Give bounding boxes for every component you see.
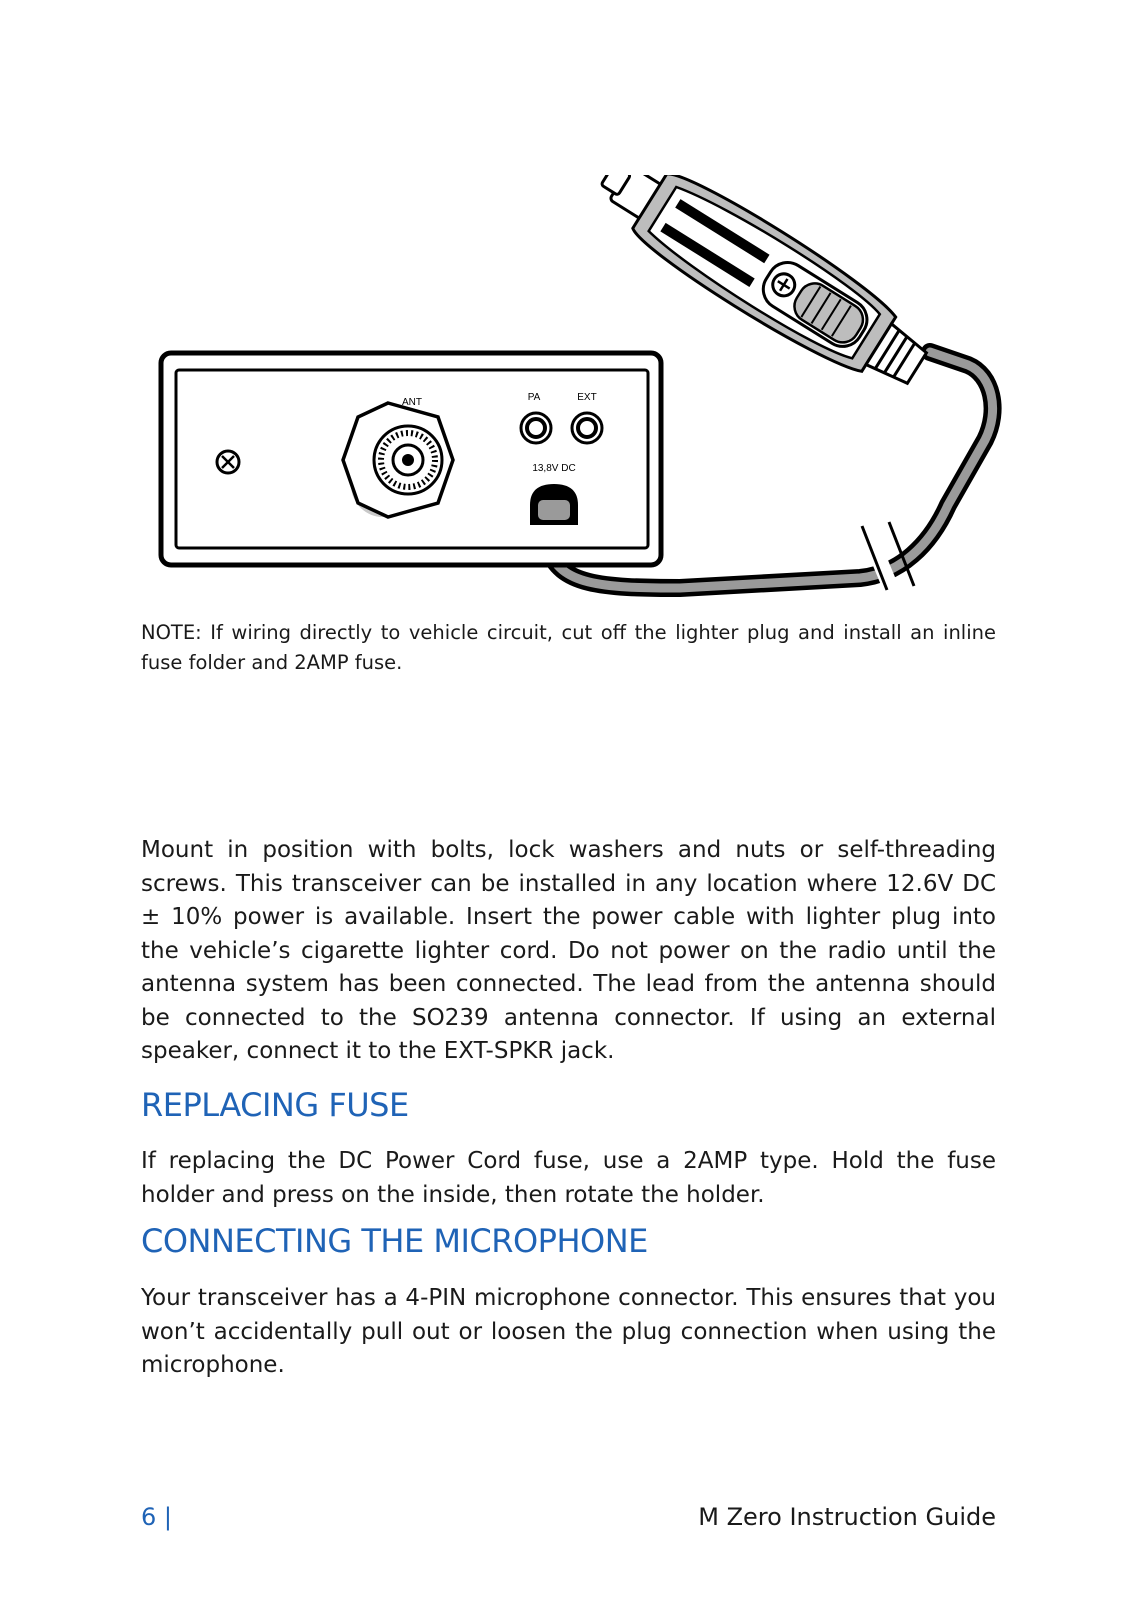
guide-title: M Zero Instruction Guide <box>698 1503 996 1531</box>
radio-rear-panel <box>161 353 661 565</box>
wiring-note: NOTE: If wiring directly to vehicle circuit, cut off the lighter plug and install an inline fuse folder and 2AMP fuse. <box>141 621 996 674</box>
pa-label: PA <box>527 392 541 403</box>
dc-label: 13,8V DC <box>532 463 576 474</box>
replacing-fuse-heading: REPLACING FUSE <box>141 1086 409 1124</box>
ext-label: EXT <box>577 392 597 403</box>
mounting-paragraph: Mount in position with bolts, lock washers and nuts or self-threading screws. This transceiver can be installed in any location where 12.6V DC ± 10% power is available. Insert the power cable with lighter plug into the vehicle’s cigarette lighter cord. Do not power on the radio until the antenna system has been connected. The lead from the antenna should be connected to the SO239 antenna connector. If using an external speaker, connect it to the EXT-SPKR jack. <box>141 837 996 1064</box>
microphone-paragraph: Your transceiver has a 4-PIN microphone connector. This ensures that you won’t accidentally pull out or loosen the plug connection when using the microphone. <box>141 1285 996 1378</box>
page-number: 6 | <box>141 1503 172 1531</box>
replacing-fuse-paragraph: If replacing the DC Power Cord fuse, use a 2AMP type. Hold the fuse holder and press on the inside, then rotate the holder. <box>141 1148 996 1208</box>
microphone-heading: CONNECTING THE MICROPHONE <box>141 1222 648 1260</box>
ant-label: ANT <box>402 397 422 408</box>
transceiver-rear-panel-diagram <box>150 175 1010 620</box>
